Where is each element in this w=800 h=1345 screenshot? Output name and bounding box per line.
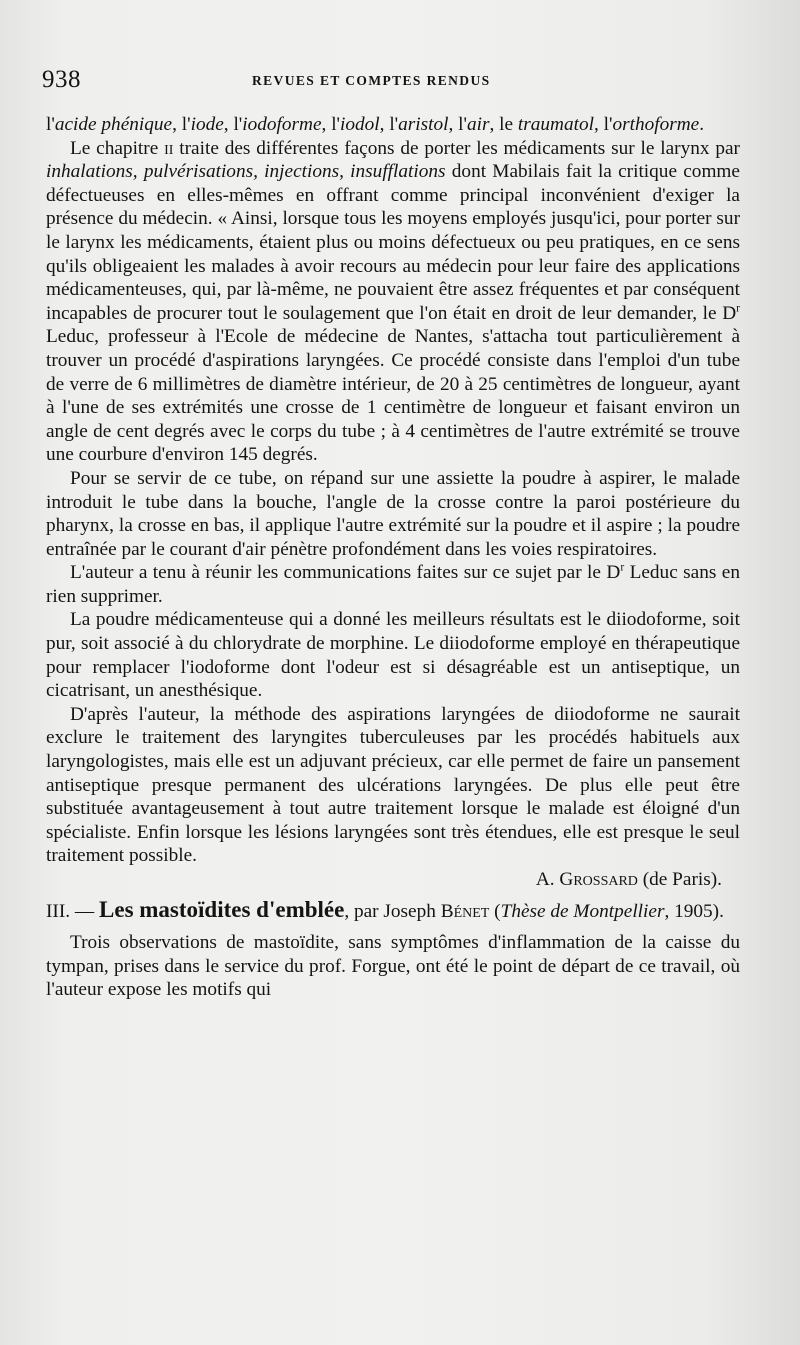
review-2-title: Les mastoïdites d'emblée [99,896,345,922]
page-header [42,66,742,100]
review-1-signature [46,868,740,892]
signature-initial: A. [535,869,560,890]
review-1-paragraph-2 [46,137,740,467]
review-1-paragraph-3: Pour se servir de ce tube, on répand sur une assiette la poudre à aspirer, le malade introduit le tube dans la bouche, l'angle de la crosse contre la paroi postérieure du pharynx, la crosse en bas, il applique l'autre extrémité sur la poudre et il aspire ; la poudre entraînée par le courant d'air pénètre profondément dans les voies respiratoires. [46,467,740,560]
text-run: Leduc sans en rien supprimer. [46,562,740,607]
review-1-paragraph-5: La poudre médicamenteuse qui a donné les meilleurs résultats est le diiodoforme, soit pur, soit associé à du chlorydrate de morphine. Le diiodoforme employé en thérapeutique pour remplacer l'iodoforme dont l'odeur est si désagréable est un antiseptique, un cicatrisant, un anesthésique. [46,609,740,702]
review-2-source: Thèse de Montpellier [500,900,665,922]
text-run-italic: iodol [340,114,380,135]
page-body [46,113,740,1002]
review-2-paragraph-1: Trois observations de mastoïdite, sans symptômes d'inflammation de la caisse du tympan, prises dans le service du prof. Forgue, ont été le point de départ de ce travail, où l'auteur expose les motifs qui [46,932,740,1001]
text-run: , l' [172,114,191,135]
text-run: traite des différentes façons de porter les médicaments sur le larynx par [173,137,740,159]
text-run-italic: iodoforme [242,114,322,135]
text-run-italic: inhalations, pulvérisations, injections, insufflations [46,161,446,183]
text-run-italic: iode [190,114,224,135]
text-run: . [699,114,705,135]
section-numeral: III. — [46,900,100,922]
page-number: 938 [42,66,81,93]
text-run-italic: orthoforme [612,114,700,135]
text-run: , le [489,114,518,135]
text-run: , l' [379,114,399,135]
text-run: Le chapitre [70,137,165,159]
review-1-paragraph-1 [46,113,740,137]
text-run: , 1905). [664,900,724,922]
text-run: , par Joseph [344,900,441,922]
text-run-italic: acide phénique [54,114,173,135]
review-1-paragraph-4 [46,561,740,608]
superscript: r [620,560,625,574]
text-run: Leduc, professeur à l'Ecole de médecine de Nantes, s'attacha tout particulièrement à trouver un procédé d'aspirations laryngées. Ce procédé consiste dans l'emploi d'un tube de verre de 6 millimètres de diamètre intérieur, de 20 à 25 centimètres de longueur, ayant à l'une de ses extrémités une crosse de 1 centimètre de longueur et faisant environ un angle de cent degrés avec le corps du tube ; à 4 centimètres de l'autre extrémité se trouve une courbure d'environ 145 degrés. [46,326,740,466]
text-run-italic: air [467,114,490,135]
text-run: , l' [448,114,467,135]
review-1-paragraph-6: D'après l'auteur, la méthode des aspirations laryngées de diiodoforme ne saurait exclure le traitement des laryngites tuberculeuses par les procédés habituels aux laryngologistes, mais elle est un adjuvant précieux, car elle permet de faire un pansement antiseptique presque permanent des ulcérations laryngées. De plus elle peut être substituée avantageusement à tout autre traitement lorsque le malade est éloigné d'un spécialiste. Enfin lorsque les lésions laryngées sont très étendues, elle est presque le seul traitement possible. [46,703,740,867]
signature-surname: Grossard [559,869,638,890]
text-run: l' [46,114,55,135]
review-2-heading [46,898,740,924]
signature-place: (de Paris). [637,869,722,890]
chapter-numeral: ii [164,137,174,159]
text-run: , l' [593,114,613,135]
running-head: REVUES ET COMPTES RENDUS [252,73,491,88]
text-run: , l' [321,114,341,135]
text-run-italic: aristol [398,114,449,135]
text-run: L'auteur a tenu à réunir les communications faites sur ce sujet par le D [70,562,621,584]
text-run: , l' [223,114,243,135]
text-run: ( [489,900,501,922]
text-run-italic: traumatol [517,114,594,135]
review-2-author: Bénet [440,900,490,922]
superscript: r [736,301,740,315]
text-run: dont Mabilais fait la critique comme défectueuses en elles-mêmes en offrant comme principal inconvénient d'exiger la présence du médecin. « Ainsi, lorsque tous les moyens employés jusqu'ici, pour porter sur le larynx les médicaments, étaient plus ou moins défectueux ou peu pratiques, en ce sens qu'ils obligeaient les malades à avoir recours au médecin pour leur faire des applications médicamenteuses, qui, par là-même, ne pouvaient être assez fréquentes et par conséquent incapables de procurer tout le soulagement que l'on était en droit de leur demander, le D [46,161,740,324]
